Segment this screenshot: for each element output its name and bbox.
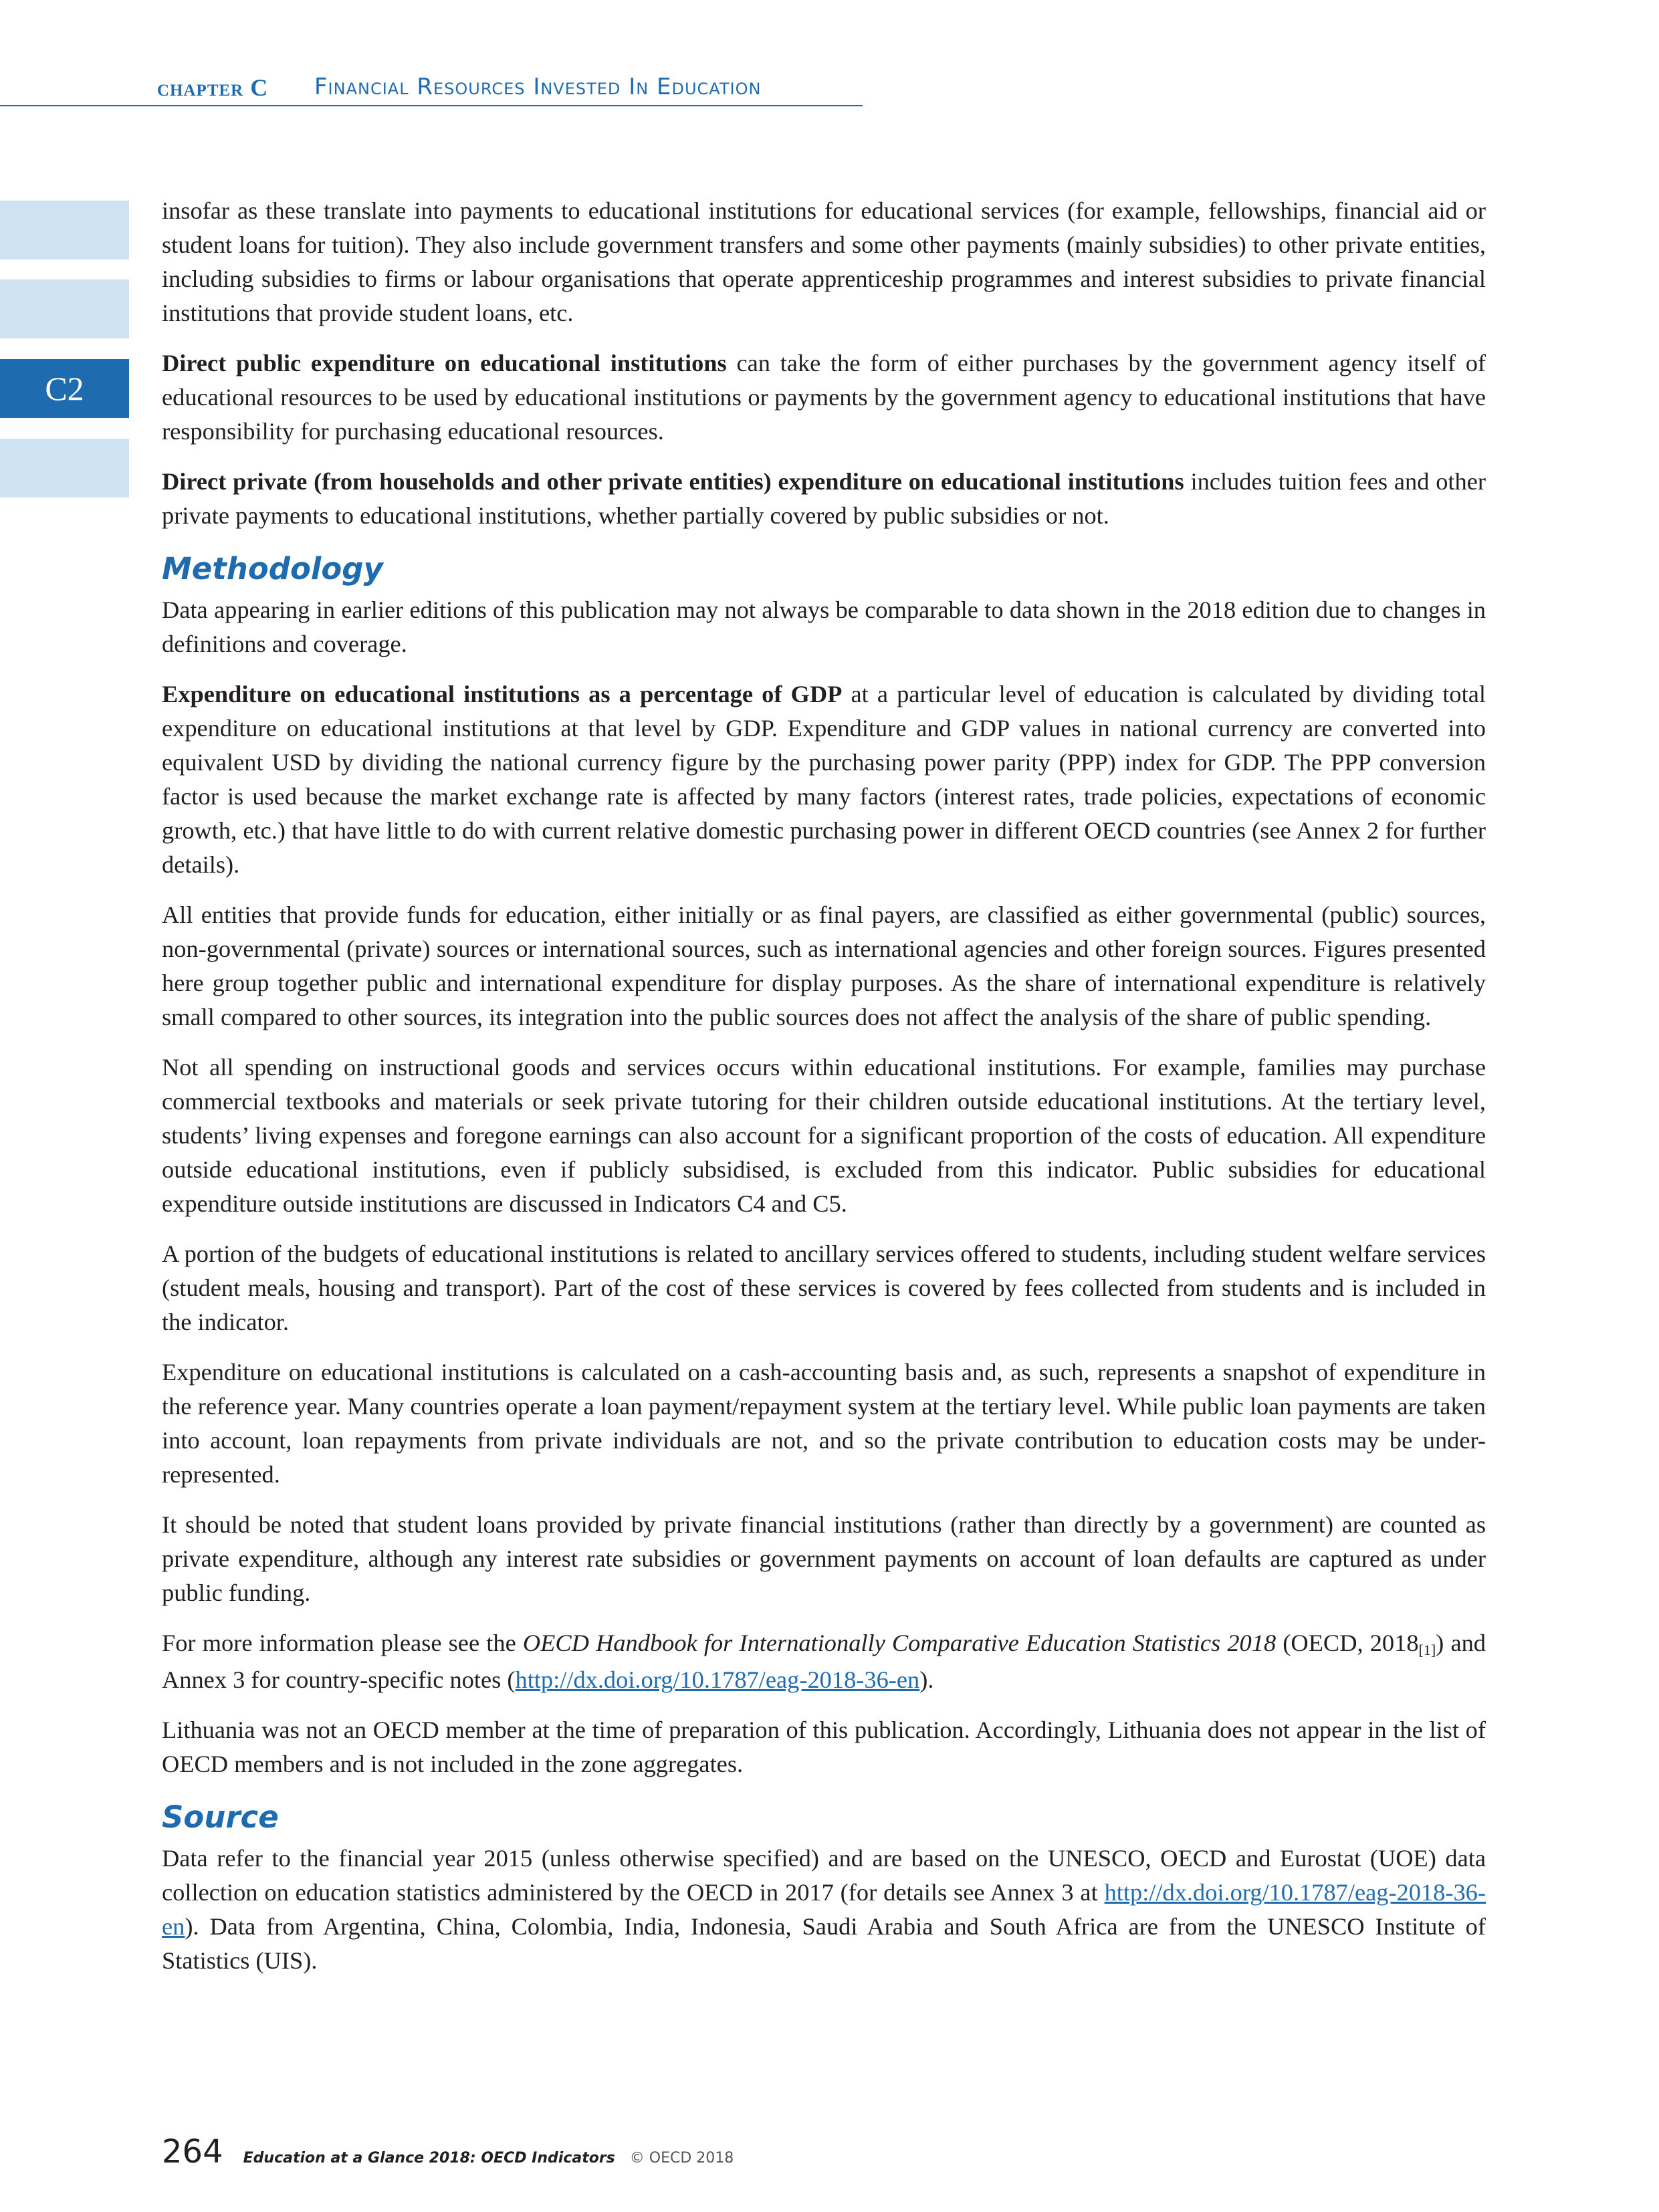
term-bold: Direct public expenditure on educational institutions xyxy=(162,350,727,376)
page-number: 264 xyxy=(162,2133,223,2171)
paragraph: Data refer to the financial year 2015 (unless otherwise specified) and are based on the UNESCO, OECD and Eurostat (UOE) data collection on education statistics administered by the OECD in 2017 (for details see Annex 3 at http://dx.doi.org/10.1787/eag-2018-36-en). Data from Argentina, China, Colombia, India, Indonesia, Saudi Arabia and South Africa are from the UNESCO Institute of Statistics (UIS). xyxy=(162,1845,1486,1974)
paragraph: A portion of the budgets of educational institutions is related to ancillary services offered to students, including student welfare services (student meals, housing and transport). Part of the cost of these services is covered by fees collected from students and is included in the indicator. xyxy=(162,1240,1486,1335)
paragraph: Direct public expenditure on educational institutions can take the form of either purchases by the government agency itself of educational resources to be used by educational institutions or payments by the government agency to educational institutions that have responsibility for purchasing educational resources. xyxy=(162,350,1486,445)
paragraph: It should be noted that student loans provided by private financial institutions (rather than directly by a government) are counted as private expenditure, although any interest rate subsidies or government payments on account of loan defaults are captured as under public funding. xyxy=(162,1511,1486,1606)
paragraph: All entities that provide funds for education, either initially or as final payers, are classified as either governmental (public) sources, non-governmental (private) sources or international sources, such as international agencies and other foreign sources. Figures presented here group together public and international expenditure for display purposes. As the share of international expenditure is relatively small compared to other sources, its integration into the public sources does not affect the analysis of the share of public spending. xyxy=(162,901,1486,1030)
side-tab-decor-1 xyxy=(0,201,129,259)
paragraph: Data appearing in earlier editions of this publication may not always be comparable to data shown in the 2018 edition due to changes in definitions and coverage. xyxy=(162,596,1486,657)
term-bold: Direct private (from households and other private entities) expenditure on educational institutions xyxy=(162,468,1184,495)
paragraph: Expenditure on educational institutions is calculated on a cash-accounting basis and, as such, represents a snapshot of expenditure in the reference year. Many countries operate a loan payment/repayment system at the tertiary level. While public loan payments are taken into account, loan repayments from private individuals are not, and so the private contribution to education costs may be under-represented. xyxy=(162,1359,1486,1488)
paragraph: For more information please see the OECD Handbook for Internationally Comparative Education Statistics 2018 (OECD, $2018_{[1]}$) and Annex 3 for country-specific notes (http://dx.doi.org/10.1787/eag-2018-36-en). xyxy=(162,1630,1486,1693)
publication-title: Education at a Glance 2018: OECD Indicators xyxy=(243,2150,615,2167)
side-tab-decor-3 xyxy=(0,439,129,497)
annex-link[interactable]: http://dx.doi.org/10.1787/eag-2018-36-en xyxy=(515,1666,920,1693)
paragraph: Not all spending on instructional goods and services occurs within educational institutions. For example, families may purchase commercial textbooks and materials or seek private tutoring for their children outside educational institutions. At the tertiary level, students’ living expenses and foregone earnings can also account for a significant proportion of the costs of education. All expenditure outside educational institutions, even if publicly subsidised, is excluded from this indicator. Public subsidies for educational expenditure outside institutions are discussed in Indicators C4 and C5. xyxy=(162,1054,1486,1217)
footer xyxy=(162,2133,734,2171)
copyright: © OECD 2018 xyxy=(629,2150,734,2167)
chapter-label: chapter C xyxy=(157,74,269,101)
handbook-title: OECD Handbook for Internationally Comparative Education Statistics 2018 xyxy=(522,1630,1277,1656)
paragraph: insofar as these translate into payments to educational institutions for educational services (for example, fellowships, financial aid or student loans for tuition). They also include government transfers and some other payments (mainly subsidies) to other private entities, including subsidies to firms or labour organisations that operate apprenticeship programmes and interest subsidies to private financial institutions that provide student loans, etc. xyxy=(162,197,1486,326)
side-tab-c2: C2 xyxy=(0,359,129,418)
paragraph: Expenditure on educational institutions as a percentage of GDP at a particular level of education is calculated by dividing total expenditure on educational institutions at that level by GDP. Expenditure and GDP values in national currency are converted into equivalent USD by dividing the national currency figure by the purchasing power parity (PPP) index for GDP. The PPP conversion factor is used because the market exchange rate is affected by many factors (interest rates, trade policies, expectations of economic growth, etc.) that have little to do with current relative domestic purchasing power in different OECD countries (see Annex 2 for further details). xyxy=(162,681,1486,878)
chapter-title: Financial Resources Invested In Education xyxy=(314,74,762,100)
paragraph: Lithuania was not an OECD member at the time of preparation of this publication. Accordingly, Lithuania does not appear in the list of OECD members and is not included in the zone aggregates. xyxy=(162,1717,1486,1777)
reference-marker[interactable]: [1] xyxy=(1418,1642,1436,1658)
term-bold: Expenditure on educational institutions as a percentage of GDP xyxy=(162,681,843,707)
paragraph: Direct private (from households and other private entities) expenditure on educational institutions includes tuition fees and other private payments to educational institutions, whether partially covered by public subsidies or not. xyxy=(162,468,1486,529)
main-content xyxy=(162,194,1486,1994)
source-heading: Source xyxy=(162,1799,279,1835)
methodology-heading: Methodology xyxy=(162,551,383,586)
side-tab-decor-2 xyxy=(0,280,129,338)
annex-link[interactable]: http://dx.doi.org/10.1787/eag-2018-36-en xyxy=(162,1879,1486,1940)
